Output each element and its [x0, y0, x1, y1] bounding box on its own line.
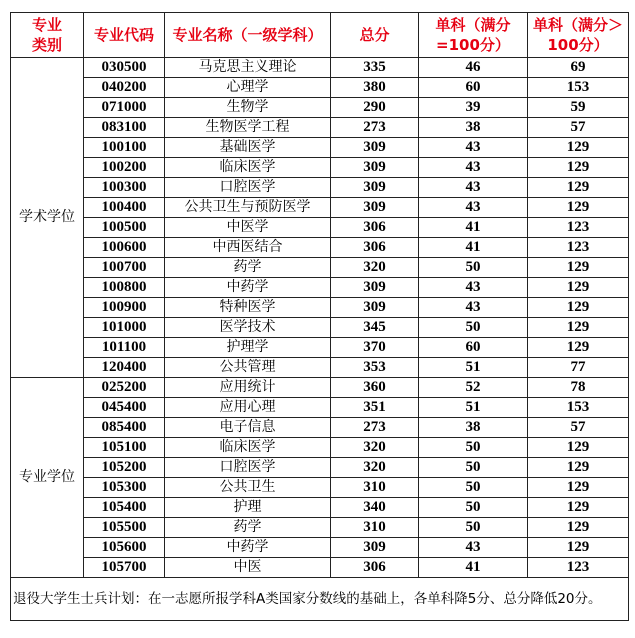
total-cell: 306: [331, 218, 419, 238]
single-over-100-cell: 123: [528, 238, 629, 258]
footnote: 退役大学生士兵计划：在一志愿所报学科A类国家分数线的基础上，各单科降5分、总分降低20分。: [11, 578, 629, 621]
code-cell: 105700: [84, 558, 165, 578]
table-row: [11, 338, 629, 358]
name-cell: 马克思主义理论: [165, 58, 331, 78]
single-100-cell: 43: [419, 158, 528, 178]
single-100-cell: 50: [419, 498, 528, 518]
table-row: [11, 138, 629, 158]
code-cell: 100200: [84, 158, 165, 178]
single-100-cell: 50: [419, 518, 528, 538]
header-total: 总分: [331, 13, 419, 58]
single-100-cell: 41: [419, 218, 528, 238]
single-over-100-cell: 129: [528, 478, 629, 498]
single-over-100-cell: 129: [528, 338, 629, 358]
single-over-100-cell: 69: [528, 58, 629, 78]
name-cell: 护理: [165, 498, 331, 518]
name-cell: 中医学: [165, 218, 331, 238]
single-100-cell: 51: [419, 358, 528, 378]
single-over-100-cell: 129: [528, 498, 629, 518]
total-cell: 290: [331, 98, 419, 118]
single-over-100-cell: 129: [528, 278, 629, 298]
name-cell: 药学: [165, 518, 331, 538]
single-100-cell: 50: [419, 318, 528, 338]
code-cell: 105600: [84, 538, 165, 558]
header-row: [11, 13, 629, 58]
table-row: [11, 318, 629, 338]
total-cell: 309: [331, 298, 419, 318]
total-cell: 345: [331, 318, 419, 338]
total-cell: 310: [331, 518, 419, 538]
total-cell: 320: [331, 258, 419, 278]
single-100-cell: 50: [419, 478, 528, 498]
single-over-100-cell: 129: [528, 438, 629, 458]
code-cell: 100500: [84, 218, 165, 238]
single-100-cell: 50: [419, 458, 528, 478]
name-cell: 电子信息: [165, 418, 331, 438]
code-cell: 030500: [84, 58, 165, 78]
single-over-100-cell: 153: [528, 398, 629, 418]
code-cell: 105200: [84, 458, 165, 478]
table-row: [11, 218, 629, 238]
header-single-over-100: 单科（满分＞100分）: [528, 13, 629, 58]
single-100-cell: 41: [419, 238, 528, 258]
name-cell: 心理学: [165, 78, 331, 98]
name-cell: 中药学: [165, 278, 331, 298]
code-cell: 100700: [84, 258, 165, 278]
single-100-cell: 38: [419, 418, 528, 438]
single-100-cell: 60: [419, 338, 528, 358]
category-cell: 专业学位: [11, 378, 84, 578]
single-100-cell: 46: [419, 58, 528, 78]
code-cell: 071000: [84, 98, 165, 118]
code-cell: 100900: [84, 298, 165, 318]
single-over-100-cell: 129: [528, 178, 629, 198]
table-row: [11, 58, 629, 78]
name-cell: 中西医结合: [165, 238, 331, 258]
table-row: [11, 98, 629, 118]
total-cell: 309: [331, 138, 419, 158]
code-cell: 100400: [84, 198, 165, 218]
single-100-cell: 43: [419, 138, 528, 158]
single-over-100-cell: 129: [528, 458, 629, 478]
table-row: [11, 378, 629, 398]
score-table: [10, 12, 629, 621]
code-cell: 105100: [84, 438, 165, 458]
name-cell: 生物学: [165, 98, 331, 118]
table-row: [11, 238, 629, 258]
table-row: [11, 298, 629, 318]
footnote-row: [11, 578, 629, 621]
name-cell: 公共卫生: [165, 478, 331, 498]
single-over-100-cell: 129: [528, 318, 629, 338]
total-cell: 370: [331, 338, 419, 358]
total-cell: 309: [331, 178, 419, 198]
single-100-cell: 38: [419, 118, 528, 138]
code-cell: 040200: [84, 78, 165, 98]
single-over-100-cell: 129: [528, 518, 629, 538]
total-cell: 273: [331, 418, 419, 438]
code-cell: 100800: [84, 278, 165, 298]
name-cell: 中药学: [165, 538, 331, 558]
code-cell: 025200: [84, 378, 165, 398]
single-over-100-cell: 129: [528, 258, 629, 278]
table-row: [11, 158, 629, 178]
total-cell: 306: [331, 558, 419, 578]
single-over-100-cell: 77: [528, 358, 629, 378]
single-over-100-cell: 129: [528, 158, 629, 178]
name-cell: 特种医学: [165, 298, 331, 318]
header-category: 专业类别: [11, 13, 84, 58]
code-cell: 083100: [84, 118, 165, 138]
table-row: [11, 498, 629, 518]
total-cell: 320: [331, 458, 419, 478]
table-row: [11, 398, 629, 418]
code-cell: 105400: [84, 498, 165, 518]
single-over-100-cell: 78: [528, 378, 629, 398]
single-over-100-cell: 59: [528, 98, 629, 118]
table-row: [11, 558, 629, 578]
code-cell: 101100: [84, 338, 165, 358]
single-over-100-cell: 129: [528, 538, 629, 558]
single-over-100-cell: 57: [528, 418, 629, 438]
total-cell: 340: [331, 498, 419, 518]
name-cell: 公共卫生与预防医学: [165, 198, 331, 218]
table-row: [11, 518, 629, 538]
name-cell: 临床医学: [165, 438, 331, 458]
name-cell: 临床医学: [165, 158, 331, 178]
single-100-cell: 39: [419, 98, 528, 118]
name-cell: 护理学: [165, 338, 331, 358]
code-cell: 105500: [84, 518, 165, 538]
code-cell: 100600: [84, 238, 165, 258]
name-cell: 口腔医学: [165, 458, 331, 478]
table-row: [11, 358, 629, 378]
single-100-cell: 60: [419, 78, 528, 98]
table-row: [11, 118, 629, 138]
table-row: [11, 538, 629, 558]
header-single-100: 单科（满分=100分）: [419, 13, 528, 58]
single-100-cell: 43: [419, 538, 528, 558]
header-code: 专业代码: [84, 13, 165, 58]
table-row: [11, 438, 629, 458]
single-100-cell: 43: [419, 178, 528, 198]
table-row: [11, 478, 629, 498]
table-row: [11, 458, 629, 478]
name-cell: 医学技术: [165, 318, 331, 338]
code-cell: 120400: [84, 358, 165, 378]
total-cell: 306: [331, 238, 419, 258]
single-100-cell: 50: [419, 438, 528, 458]
category-cell: 学术学位: [11, 58, 84, 378]
name-cell: 药学: [165, 258, 331, 278]
total-cell: 309: [331, 278, 419, 298]
single-100-cell: 41: [419, 558, 528, 578]
table-row: [11, 178, 629, 198]
single-100-cell: 51: [419, 398, 528, 418]
total-cell: 309: [331, 158, 419, 178]
single-over-100-cell: 153: [528, 78, 629, 98]
single-100-cell: 50: [419, 258, 528, 278]
single-100-cell: 52: [419, 378, 528, 398]
single-over-100-cell: 129: [528, 138, 629, 158]
single-100-cell: 43: [419, 278, 528, 298]
total-cell: 335: [331, 58, 419, 78]
name-cell: 基础医学: [165, 138, 331, 158]
code-cell: 045400: [84, 398, 165, 418]
single-over-100-cell: 57: [528, 118, 629, 138]
total-cell: 310: [331, 478, 419, 498]
code-cell: 105300: [84, 478, 165, 498]
table-row: [11, 198, 629, 218]
name-cell: 生物医学工程: [165, 118, 331, 138]
total-cell: 320: [331, 438, 419, 458]
code-cell: 101000: [84, 318, 165, 338]
name-cell: 口腔医学: [165, 178, 331, 198]
name-cell: 应用统计: [165, 378, 331, 398]
header-name: 专业名称（一级学科）: [165, 13, 331, 58]
single-over-100-cell: 123: [528, 558, 629, 578]
total-cell: 360: [331, 378, 419, 398]
table-row: [11, 258, 629, 278]
single-100-cell: 43: [419, 198, 528, 218]
table-row: [11, 78, 629, 98]
name-cell: 公共管理: [165, 358, 331, 378]
code-cell: 100300: [84, 178, 165, 198]
single-over-100-cell: 129: [528, 198, 629, 218]
code-cell: 085400: [84, 418, 165, 438]
total-cell: 273: [331, 118, 419, 138]
total-cell: 351: [331, 398, 419, 418]
single-over-100-cell: 129: [528, 298, 629, 318]
name-cell: 中医: [165, 558, 331, 578]
total-cell: 309: [331, 538, 419, 558]
table-row: [11, 278, 629, 298]
table-row: [11, 418, 629, 438]
single-over-100-cell: 123: [528, 218, 629, 238]
name-cell: 应用心理: [165, 398, 331, 418]
code-cell: 100100: [84, 138, 165, 158]
total-cell: 353: [331, 358, 419, 378]
single-100-cell: 43: [419, 298, 528, 318]
total-cell: 309: [331, 198, 419, 218]
total-cell: 380: [331, 78, 419, 98]
